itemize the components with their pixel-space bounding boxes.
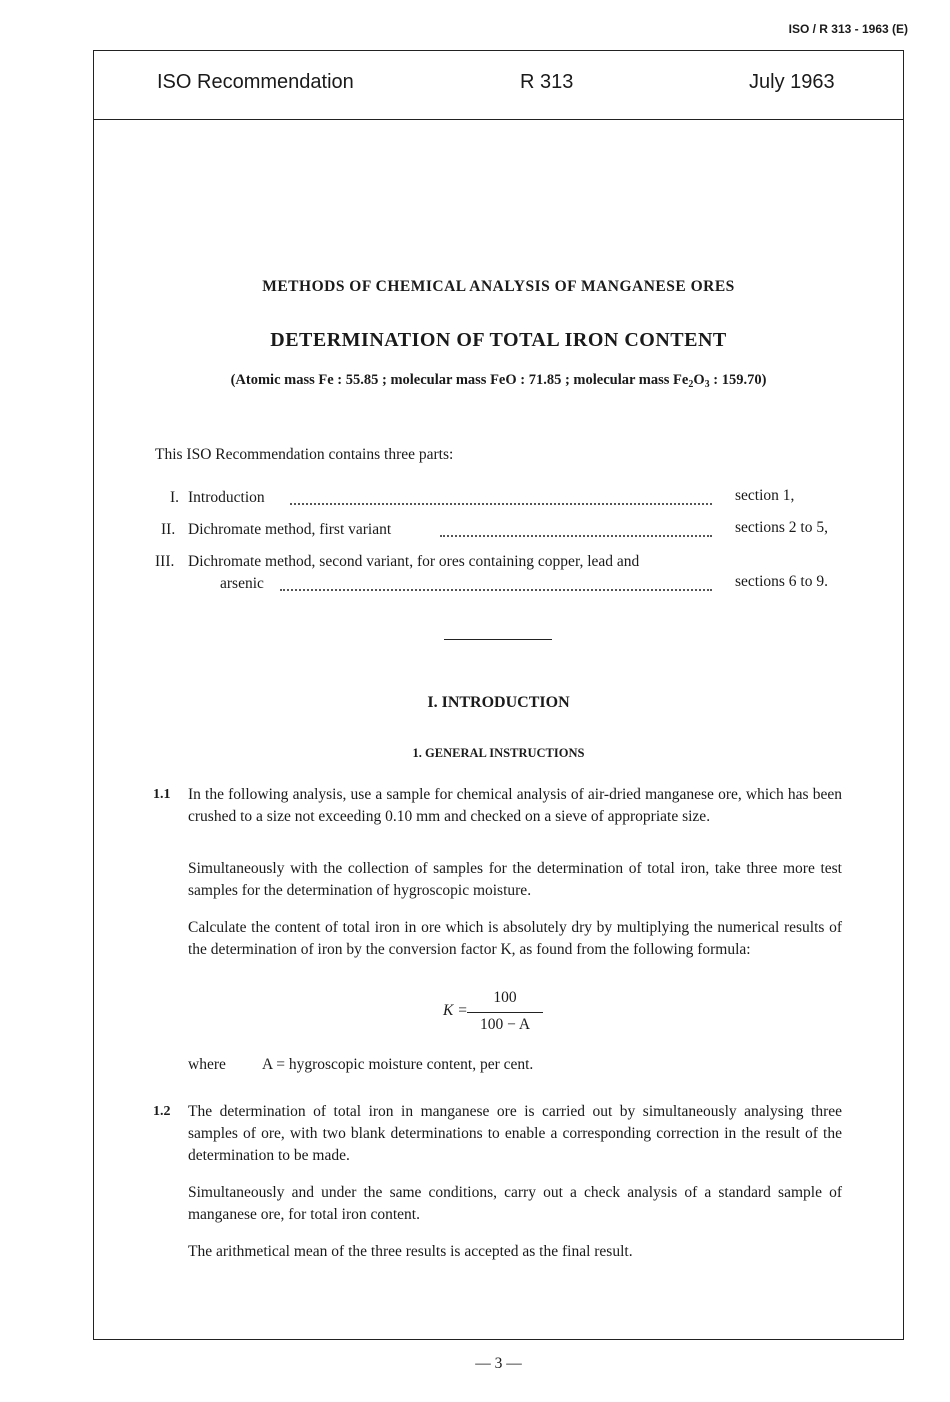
contents-item-num: III. <box>155 553 175 570</box>
contents-item-label: Introduction <box>188 487 271 509</box>
contents-item-label-continued: arsenic <box>220 575 264 592</box>
formula-fraction-bar <box>467 1012 543 1013</box>
document-main-title: METHODS OF CHEMICAL ANALYSIS OF MANGANESE ORES <box>262 278 735 295</box>
document-reference: ISO / R 313 - 1963 (E) <box>788 22 908 36</box>
clause-paragraph: Calculate the content of total iron in ore which is absolutely dry by multiplying the numerical results of the determination of iron by the conversion factor K, as found from the following formula: <box>188 919 842 958</box>
page-number: — 3 — <box>475 1355 522 1372</box>
dot-leader <box>290 503 712 505</box>
header-number: R 313 <box>520 71 574 93</box>
where-label: where <box>188 1056 226 1073</box>
clause-number: 1.1 <box>153 787 171 802</box>
header-date: July 1963 <box>749 71 835 93</box>
clause-paragraph: Simultaneously with the collection of samples for the determination of total iron, take three more test samples for the determination of hygroscopic moisture. <box>188 860 842 899</box>
document-subtitle: DETERMINATION OF TOTAL IRON CONTENT <box>270 329 727 351</box>
atomic-mass-line: (Atomic mass Fe : 55.85 ; molecular mass FeO : 71.85 ; molecular mass $Fe_2O_3$ : 159.70) <box>230 372 767 390</box>
clause-paragraph: The arithmetical mean of the three results is accepted as the final result. <box>188 1243 633 1260</box>
where-definition: A = hygroscopic moisture content, per cent. <box>262 1056 534 1073</box>
clause-number: 1.2 <box>153 1104 171 1119</box>
subsection-heading: 1. GENERAL INSTRUCTIONS <box>412 746 585 760</box>
dot-leader <box>280 589 712 591</box>
header-title: ISO Recommendation <box>157 71 354 93</box>
contents-intro: This ISO Recommendation contains three parts: <box>155 446 454 463</box>
formula-lhs: K = <box>443 1002 468 1019</box>
contents-item-sections: sections 2 to 5, <box>735 519 828 536</box>
separator-rule <box>444 639 552 640</box>
dot-leader <box>440 535 712 537</box>
contents-item-num: I. <box>170 489 180 506</box>
contents-item-sections: section 1, <box>735 487 795 504</box>
contents-item-sections: sections 6 to 9. <box>735 573 828 590</box>
section-heading: I. INTRODUCTION <box>427 694 570 711</box>
contents-item-num: II. <box>161 521 176 538</box>
clause-paragraph: Simultaneously and under the same conditions, carry out a check analysis of a standard sample of manganese ore, for total iron content. <box>188 1184 842 1223</box>
contents-item-label: Dichromate method, second variant, for ores containing copper, lead and <box>188 553 640 570</box>
clause-paragraph: The determination of total iron in manganese ore is carried out by simultaneously analysing three samples of ore, with two blank determinations to enable a corresponding correction in the result of the determination to be made. <box>188 1103 842 1164</box>
formula-numerator: 100 <box>493 989 517 1006</box>
clause-paragraph: In the following analysis, use a sample for chemical analysis of air-dried manganese ore, which has been crushed to a size not exceeding 0.10 mm and checked on a sieve of appropriate size. <box>188 786 842 825</box>
contents-item-label: Dichromate method, first variant <box>188 521 392 538</box>
formula-denominator: 100 − A <box>479 1016 531 1033</box>
header-rule <box>93 119 904 120</box>
